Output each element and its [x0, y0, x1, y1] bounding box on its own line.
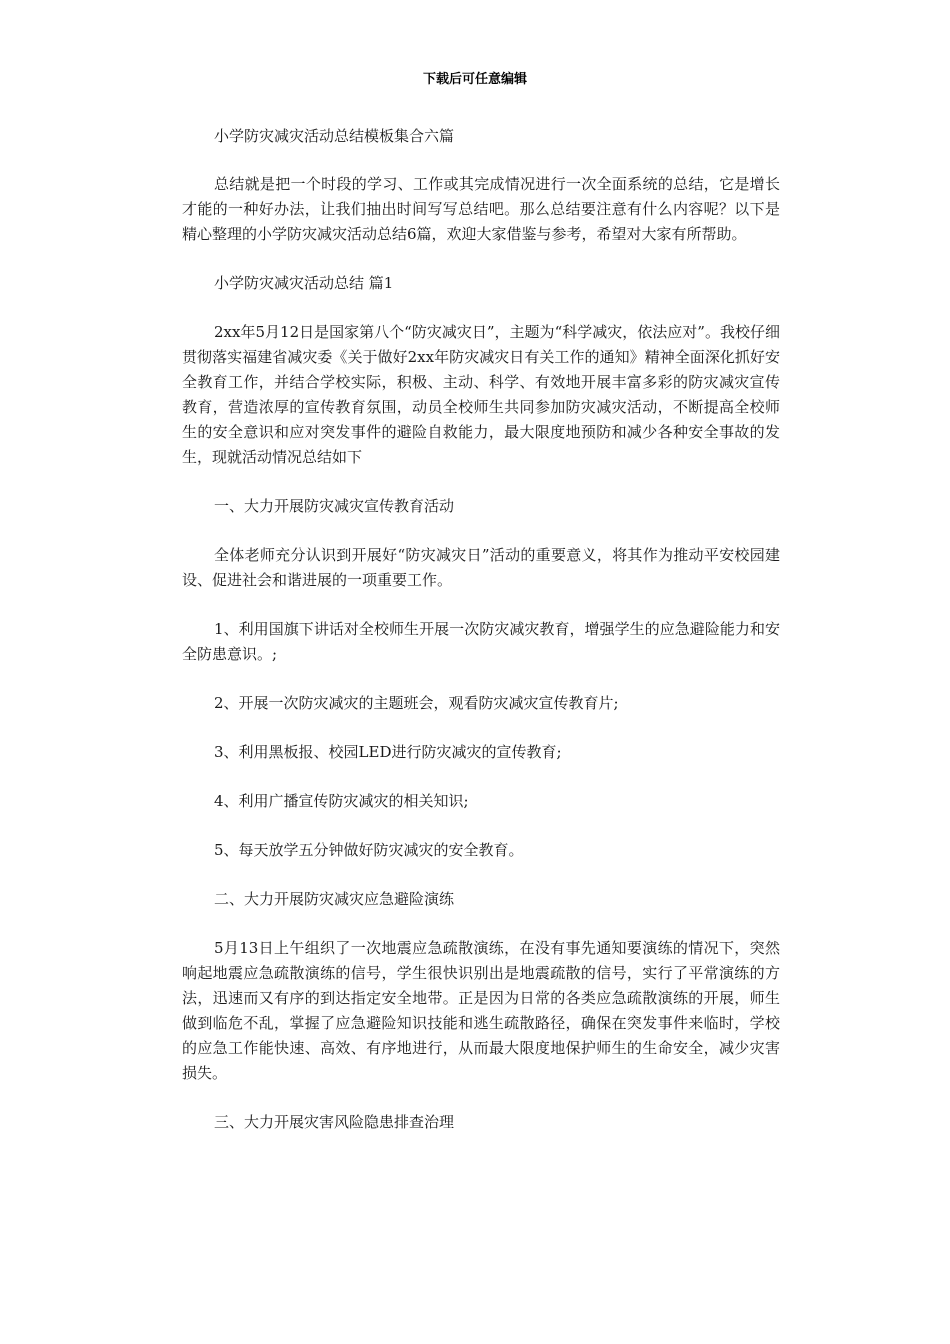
- heading-1: 一、大力开展防灾减灾宣传教育活动: [214, 497, 455, 515]
- list-item-1: 1、利用国旗下讲话对全校师生开展一次防灾减灾教育，增强学生的应急避险能力和安全防患意识。;: [182, 620, 780, 663]
- document-title: 小学防灾减灾活动总结模板集合六篇: [214, 127, 455, 145]
- intro-paragraph: 总结就是把一个时段的学习、工作或其完成情况进行一次全面系统的总结，它是增长才能的一种好办法，让我们抽出时间写写总结吧。那么总结要注意有什么内容呢？以下是精心整理的小学防灾减灾活动总结6篇，欢迎大家借鉴与参考，希望对大家有所帮助。: [182, 175, 780, 243]
- heading-2: 二、大力开展防灾减灾应急避险演练: [214, 890, 455, 908]
- list-item-5: 5、每天放学五分钟做好防灾减灾的安全教育。: [214, 841, 524, 859]
- section-body-paragraph: 2xx年5月12日是国家第八个“防灾减灾日”，主题为“科学减灾，依法应对”。我校仔细贯彻落实福建省减灾委《关于做好2xx年防灾减灾日有关工作的通知》精神全面深化抓好安全教育工作，并结合学校实际，积极、主动、科学、有效地开展丰富多彩的防灾减灾宣传教育，营造浓厚的宣传教育氛围，动员全校师生共同参加防灾减灾活动，不断提高全校师生的安全意识和应对突发事件的避险自救能力，最大限度地预防和减少各种安全事故的发生，现就活动情况总结如下: [182, 323, 780, 466]
- list-item-2: 2、开展一次防灾减灾的主题班会，观看防灾减灾宣传教育片;: [214, 694, 619, 712]
- heading-3: 三、大力开展灾害风险隐患排查治理: [214, 1113, 455, 1131]
- paragraph-1: 全体老师充分认识到开展好“防灾减灾日”活动的重要意义，将其作为推动平安校园建设、促进社会和谐进展的一项重要工作。: [182, 546, 780, 589]
- list-item-4: 4、利用广播宣传防灾减灾的相关知识;: [214, 792, 469, 810]
- paragraph-2: 5月13日上午组织了一次地震应急疏散演练，在没有事先通知要演练的情况下，突然响起地震应急疏散演练的信号，学生很快识别出是地震疏散的信号，实行了平常演练的方法，迅速而又有序的到达指定安全地带。正是因为日常的各类应急疏散演练的开展，师生做到临危不乱，掌握了应急避险知识技能和逃生疏散路径，确保在突发事件来临时，学校的应急工作能快速、高效、有序地进行，从而最大限度地保护师生的生命安全，减少灾害损失。: [182, 939, 780, 1082]
- section-title: 小学防灾减灾活动总结 篇1: [214, 274, 394, 292]
- document-body: [182, 124, 780, 1135]
- header-note: 下载后可任意编辑: [422, 72, 527, 87]
- list-item-3: 3、利用黑板报、校园LED进行防灾减灾的宣传教育;: [214, 743, 562, 761]
